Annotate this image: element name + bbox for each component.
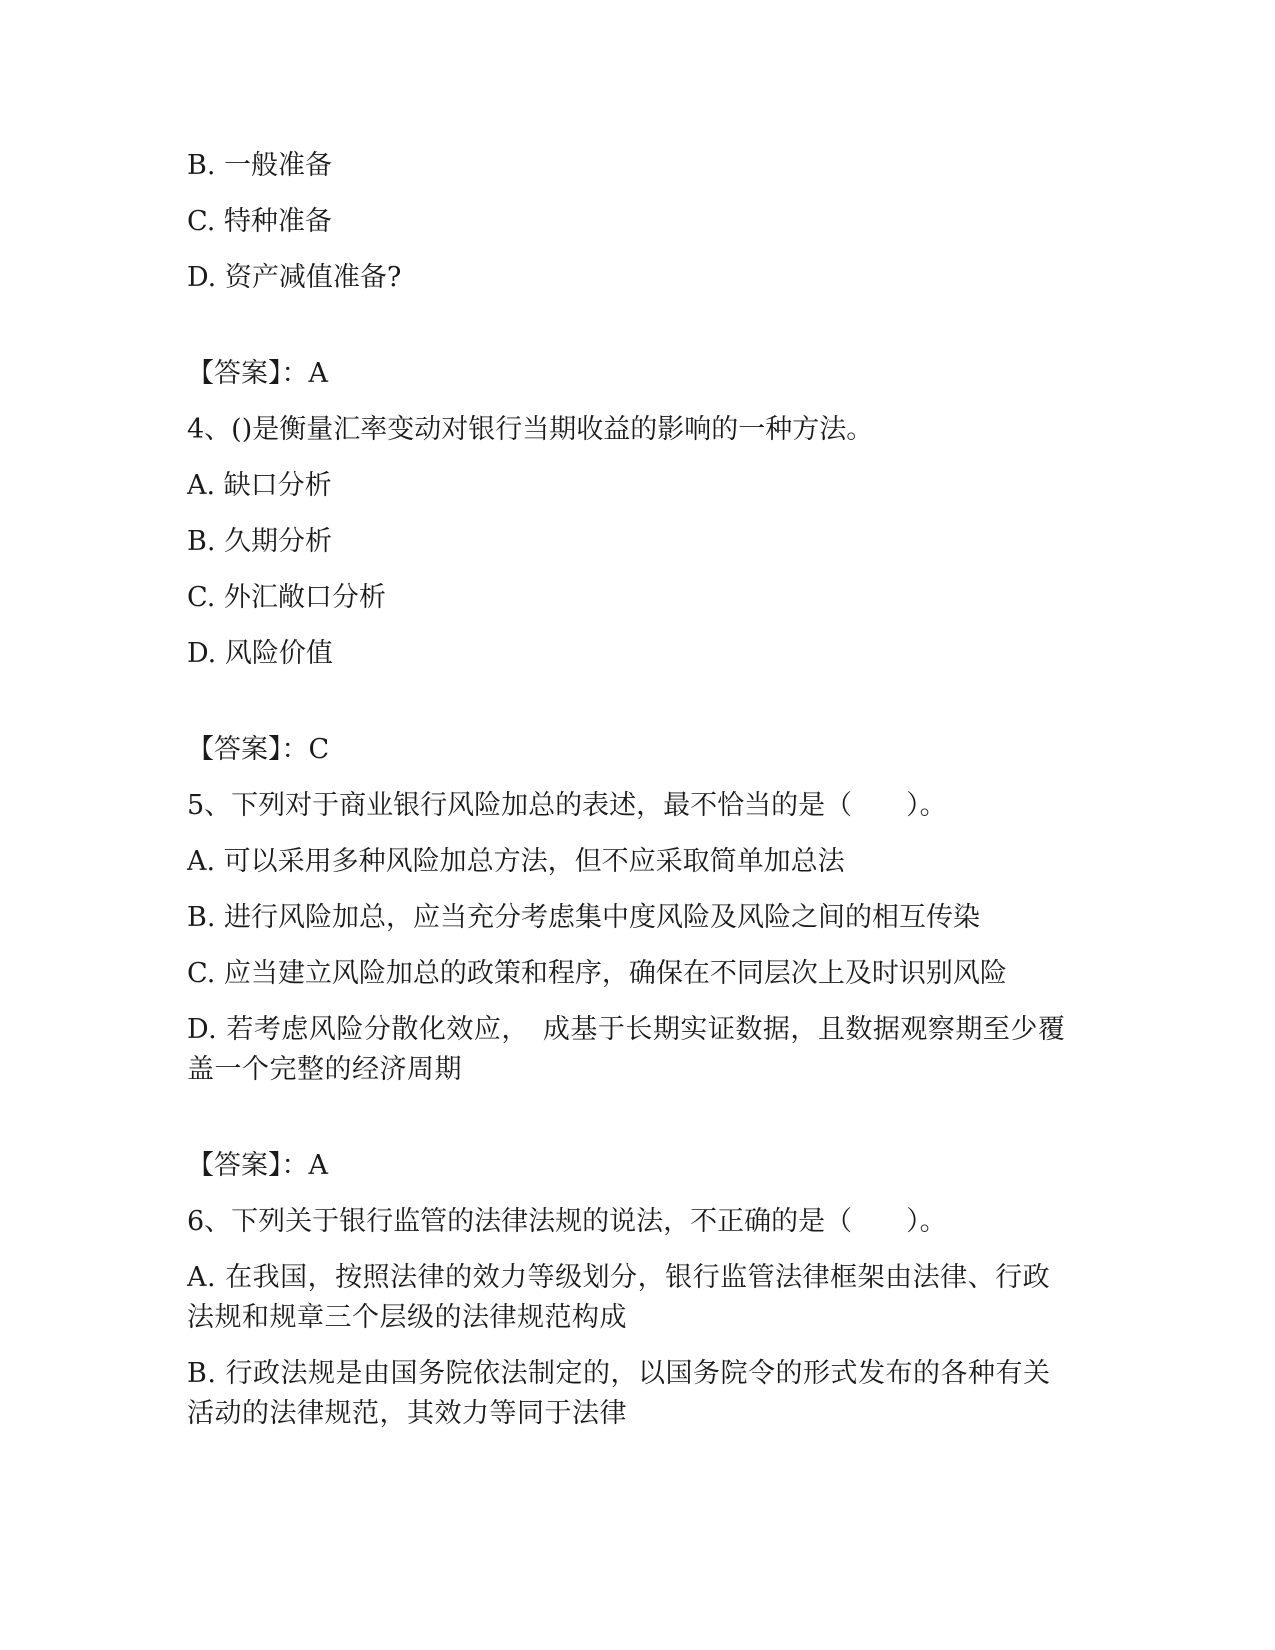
q4-answer: 【答案】：C	[187, 734, 330, 765]
q6-stem: 6、下列关于银行监管的法律法规的说法，不正确的是（ ）。	[187, 1206, 947, 1237]
q5-option-a: A. 可以采用多种风险加总方法，但不应采取简单加总法	[187, 846, 845, 877]
q4-option-c: C. 外汇敞口分析	[187, 582, 386, 613]
spacer	[187, 690, 1077, 730]
spacer	[187, 314, 1077, 354]
q5-answer: 【答案】：A	[187, 1150, 328, 1181]
q4-stem: 4、()是衡量汇率变动对银行当期收益的影响的一种方法。	[187, 414, 874, 445]
q3-option-b: B. 一般准备	[187, 150, 333, 181]
q5-option-b: B. 进行风险加总，应当充分考虑集中度风险及风险之间的相互传染	[187, 902, 981, 933]
q6-option-b: B. 行政法规是由国务院依法制定的，以国务院令的形式发布的各种有关活动的法律规范，其效力等同于法律	[187, 1358, 1051, 1429]
page-content	[187, 146, 1077, 1450]
q5-stem: 5、下列对于商业银行风险加总的表述，最不恰当的是（ ）。	[187, 790, 947, 821]
q4-option-a: A. 缺口分析	[187, 470, 332, 501]
spacer	[187, 1106, 1077, 1146]
q3-option-c: C. 特种准备	[187, 206, 332, 237]
q3-option-d: D. 资产减值准备?	[187, 262, 402, 293]
q4-option-d: D. 风险价值	[187, 638, 333, 669]
q6-option-a: A. 在我国，按照法律的效力等级划分，银行监管法律框架由法律、行政法规和规章三个层级的法律规范构成	[187, 1262, 1051, 1333]
q5-option-d: D. 若考虑风险分散化效应， 成基于长期实证数据，且数据观察期至少覆盖一个完整的经济周期	[187, 1014, 1066, 1085]
q5-option-c: C. 应当建立风险加总的政策和程序，确保在不同层次上及时识别风险	[187, 958, 1007, 989]
q4-option-b: B. 久期分析	[187, 526, 333, 557]
q3-answer: 【答案】：A	[187, 358, 328, 389]
